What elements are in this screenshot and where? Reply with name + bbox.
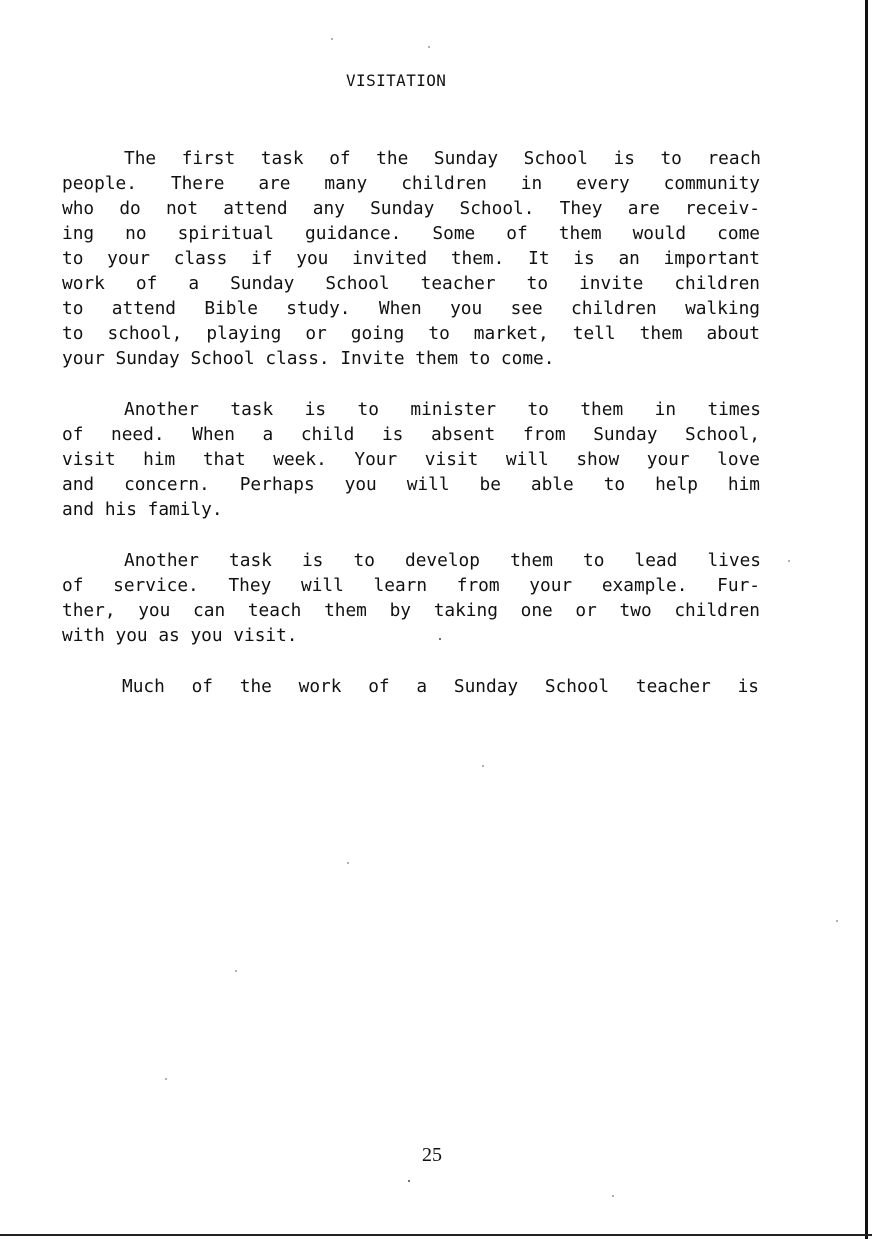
paragraph-line: work of a Sunday School teacher to invite children: [62, 273, 760, 294]
page-edge-bottom: [0, 1234, 872, 1236]
scan-speck: [235, 970, 237, 972]
paragraph-line: who do not attend any Sunday School. They are receiv-: [62, 198, 760, 219]
paragraph-line: Another task is to develop them to lead lives: [124, 550, 761, 571]
scan-speck: [331, 38, 333, 40]
scan-speck: [482, 765, 484, 767]
paragraph-line: of service. They will learn from your example. Fur-: [62, 575, 760, 596]
paragraph-line: visit him that week. Your visit will show your love: [62, 449, 760, 470]
scan-speck: [408, 1180, 410, 1182]
paragraph-line: with you as you visit.: [62, 625, 298, 646]
paragraph-line: people. There are many children in every community: [62, 173, 760, 194]
scan-speck: [788, 560, 790, 562]
page-title: VISITATION: [346, 71, 447, 90]
paragraph-line: to school, playing or going to market, tell them about: [62, 323, 760, 344]
page-number: 25: [422, 1144, 442, 1166]
page-edge-right: [865, 0, 868, 1239]
paragraph-line: ing no spiritual guidance. Some of them would come: [62, 223, 760, 244]
paragraph-line: The first task of the Sunday School is to reach: [124, 148, 761, 169]
scan-speck: [428, 46, 430, 48]
paragraph-line: of need. When a child is absent from Sunday School,: [62, 424, 760, 445]
paragraph-line: to your class if you invited them. It is an important: [62, 248, 760, 269]
paragraph-line: to attend Bible study. When you see children walking: [62, 298, 760, 319]
scan-speck: [165, 1078, 167, 1080]
scan-speck: [836, 920, 838, 922]
scan-speck: [612, 1195, 614, 1197]
paragraph-line: your Sunday School class. Invite them to come.: [62, 348, 555, 369]
paragraph-line: and concern. Perhaps you will be able to help him: [62, 474, 760, 495]
paragraph-line: ther, you can teach them by taking one or two children: [62, 600, 760, 621]
scan-speck: [439, 638, 441, 640]
paragraph-line: and his family.: [62, 499, 223, 520]
scan-speck: [347, 862, 349, 864]
paragraph-line: Much of the work of a Sunday School teacher is: [122, 676, 759, 697]
paragraph-line: Another task is to minister to them in times: [124, 399, 761, 420]
